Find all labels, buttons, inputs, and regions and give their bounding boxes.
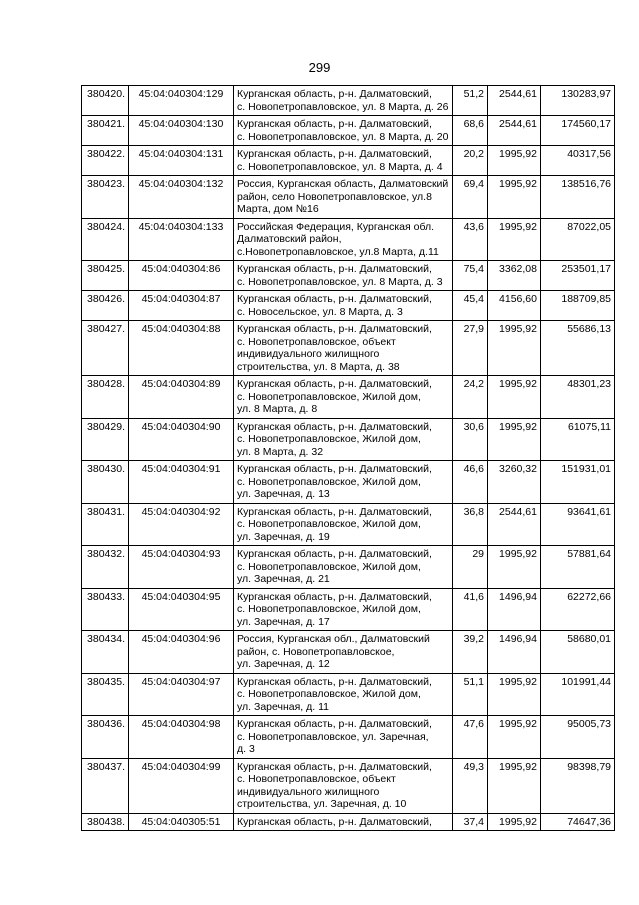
row-number-cell: 380435. — [82, 673, 129, 716]
object-address-cell: Россия, Курганская обл., Далматовский район, с. Новопетропавловское, ул. Заречная, д. 12 — [234, 631, 453, 674]
cadastral-value-cell: 74647,36 — [541, 813, 615, 831]
row-number-cell: 380437. — [82, 758, 129, 813]
specific-cadastral-value-cell: 4156,60 — [488, 291, 541, 321]
area-value-cell: 69,4 — [453, 176, 488, 219]
table-row — [82, 418, 615, 461]
table-row — [82, 588, 615, 631]
object-address-cell: Курганская область, р-н. Далматовский, с. Новопетропавловское, Жилой дом, ул. 8 Марта, д. 32 — [234, 418, 453, 461]
table-row — [82, 146, 615, 176]
table-row — [82, 758, 615, 813]
row-number-cell: 380428. — [82, 376, 129, 419]
cadastral-value-cell: 151931,01 — [541, 461, 615, 504]
row-number-cell: 380426. — [82, 291, 129, 321]
cadastral-number-cell: 45:04:040304:91 — [129, 461, 234, 504]
cadastral-value-cell: 57881,64 — [541, 546, 615, 589]
cadastral-number-cell: 45:04:040304:98 — [129, 716, 234, 759]
specific-cadastral-value-cell: 1995,92 — [488, 218, 541, 261]
table-row — [82, 86, 615, 116]
table-row — [82, 261, 615, 291]
cadastral-value-cell: 87022,05 — [541, 218, 615, 261]
specific-cadastral-value-cell: 2544,61 — [488, 503, 541, 546]
cadastral-number-cell: 45:04:040304:96 — [129, 631, 234, 674]
cadastral-value-cell: 130283,97 — [541, 86, 615, 116]
specific-cadastral-value-cell: 3260,32 — [488, 461, 541, 504]
cadastral-number-cell: 45:04:040304:89 — [129, 376, 234, 419]
area-value-cell: 37,4 — [453, 813, 488, 831]
row-number-cell: 380420. — [82, 86, 129, 116]
cadastral-number-cell: 45:04:040304:86 — [129, 261, 234, 291]
row-number-cell: 380423. — [82, 176, 129, 219]
area-value-cell: 75,4 — [453, 261, 488, 291]
area-value-cell: 47,6 — [453, 716, 488, 759]
specific-cadastral-value-cell: 2544,61 — [488, 116, 541, 146]
area-value-cell: 51,1 — [453, 673, 488, 716]
cadastral-number-cell: 45:04:040304:132 — [129, 176, 234, 219]
table-row — [82, 673, 615, 716]
specific-cadastral-value-cell: 1995,92 — [488, 716, 541, 759]
specific-cadastral-value-cell: 1995,92 — [488, 546, 541, 589]
cadastral-number-cell: 45:04:040304:88 — [129, 321, 234, 376]
specific-cadastral-value-cell: 1496,94 — [488, 588, 541, 631]
object-address-cell: Курганская область, р-н. Далматовский, с. Новопетропавловское, Жилой дом, ул. 8 Марта, д. 8 — [234, 376, 453, 419]
object-address-cell: Курганская область, р-н. Далматовский, с. Новопетропавловское, Жилой дом, ул. Заречная, д. 13 — [234, 461, 453, 504]
cadastral-value-cell: 93641,61 — [541, 503, 615, 546]
row-number-cell: 380422. — [82, 146, 129, 176]
specific-cadastral-value-cell: 3362,08 — [488, 261, 541, 291]
cadastral-value-cell: 138516,76 — [541, 176, 615, 219]
cadastral-value-cell: 62272,66 — [541, 588, 615, 631]
specific-cadastral-value-cell: 1995,92 — [488, 321, 541, 376]
specific-cadastral-value-cell: 2544,61 — [488, 86, 541, 116]
cadastral-number-cell: 45:04:040304:95 — [129, 588, 234, 631]
specific-cadastral-value-cell: 1995,92 — [488, 146, 541, 176]
table-row — [82, 218, 615, 261]
row-number-cell: 380429. — [82, 418, 129, 461]
area-value-cell: 39,2 — [453, 631, 488, 674]
area-value-cell: 51,2 — [453, 86, 488, 116]
object-address-cell: Курганская область, р-н. Далматовский, — [234, 813, 453, 831]
object-address-cell: Курганская область, р-н. Далматовский, с. Новопетропавловское, объект индивидуального жилищного строительства, ул. Заречная, д. 10 — [234, 758, 453, 813]
cadastral-number-cell: 45:04:040305:51 — [129, 813, 234, 831]
object-address-cell: Российская Федерация, Курганская обл. Далматовский район, с.Новопетропавловское, ул.8 Марта, д.11 — [234, 218, 453, 261]
cadastral-value-cell: 48301,23 — [541, 376, 615, 419]
object-address-cell: Курганская область, р-н. Далматовский, с. Новопетропавловское, Жилой дом, ул. Заречная, д. 19 — [234, 503, 453, 546]
area-value-cell: 29 — [453, 546, 488, 589]
area-value-cell: 30,6 — [453, 418, 488, 461]
object-address-cell: Курганская область, р-н. Далматовский, с. Новопетропавловское, ул. 8 Марта, д. 3 — [234, 261, 453, 291]
cadastral-number-cell: 45:04:040304:92 — [129, 503, 234, 546]
area-value-cell: 24,2 — [453, 376, 488, 419]
object-address-cell: Курганская область, р-н. Далматовский, с. Новопетропавловское, объект индивидуального жилищного строительства, ул. 8 Марта, д. 38 — [234, 321, 453, 376]
cadastral-number-cell: 45:04:040304:99 — [129, 758, 234, 813]
object-address-cell: Курганская область, р-н. Далматовский, с. Новопетропавловское, ул. Заречная, д. 3 — [234, 716, 453, 759]
page-number: 299 — [308, 60, 331, 75]
area-value-cell: 27,9 — [453, 321, 488, 376]
specific-cadastral-value-cell: 1995,92 — [488, 813, 541, 831]
object-address-cell: Курганская область, р-н. Далматовский, с. Новопетропавловское, Жилой дом, ул. Заречная, д. 17 — [234, 588, 453, 631]
cadastral-number-cell: 45:04:040304:131 — [129, 146, 234, 176]
object-address-cell: Курганская область, р-н. Далматовский, с. Новопетропавловское, Жилой дом, ул. Заречная, д. 11 — [234, 673, 453, 716]
row-number-cell: 380421. — [82, 116, 129, 146]
table-row — [82, 503, 615, 546]
table-row — [82, 546, 615, 589]
row-number-cell: 380425. — [82, 261, 129, 291]
row-number-cell: 380430. — [82, 461, 129, 504]
object-address-cell: Курганская область, р-н. Далматовский, с. Новопетропавловское, ул. 8 Марта, д. 20 — [234, 116, 453, 146]
cadastral-number-cell: 45:04:040304:93 — [129, 546, 234, 589]
cadastral-number-cell: 45:04:040304:129 — [129, 86, 234, 116]
cadastral-number-cell: 45:04:040304:130 — [129, 116, 234, 146]
row-number-cell: 380431. — [82, 503, 129, 546]
object-address-cell: Россия, Курганская область, Далматовский район, село Новопетропавловское, ул.8 Марта, дом №16 — [234, 176, 453, 219]
area-value-cell: 46,6 — [453, 461, 488, 504]
table-row — [82, 116, 615, 146]
row-number-cell: 380432. — [82, 546, 129, 589]
cadastral-value-cell: 98398,79 — [541, 758, 615, 813]
area-value-cell: 43,6 — [453, 218, 488, 261]
cadastral-value-cell: 95005,73 — [541, 716, 615, 759]
cadastral-value-cell: 188709,85 — [541, 291, 615, 321]
specific-cadastral-value-cell: 1995,92 — [488, 758, 541, 813]
cadastral-value-cell: 58680,01 — [541, 631, 615, 674]
object-address-cell: Курганская область, р-н. Далматовский, с. Новосельское, ул. 8 Марта, д. 3 — [234, 291, 453, 321]
specific-cadastral-value-cell: 1995,92 — [488, 418, 541, 461]
cadastral-value-cell: 55686,13 — [541, 321, 615, 376]
object-address-cell: Курганская область, р-н. Далматовский, с. Новопетропавловское, Жилой дом, ул. Заречная, д. 21 — [234, 546, 453, 589]
area-value-cell: 68,6 — [453, 116, 488, 146]
cadastral-value-cell: 61075,11 — [541, 418, 615, 461]
table-row — [82, 631, 615, 674]
area-value-cell: 45,4 — [453, 291, 488, 321]
cadastral-number-cell: 45:04:040304:87 — [129, 291, 234, 321]
cadastral-number-cell: 45:04:040304:97 — [129, 673, 234, 716]
table-row — [82, 716, 615, 759]
row-number-cell: 380434. — [82, 631, 129, 674]
cadastral-value-cell: 101991,44 — [541, 673, 615, 716]
table-row — [82, 176, 615, 219]
area-value-cell: 41,6 — [453, 588, 488, 631]
row-number-cell: 380436. — [82, 716, 129, 759]
cadastral-number-cell: 45:04:040304:90 — [129, 418, 234, 461]
row-number-cell: 380438. — [82, 813, 129, 831]
cadastral-value-cell: 174560,17 — [541, 116, 615, 146]
specific-cadastral-value-cell: 1995,92 — [488, 673, 541, 716]
table-row — [82, 461, 615, 504]
row-number-cell: 380427. — [82, 321, 129, 376]
area-value-cell: 20,2 — [453, 146, 488, 176]
specific-cadastral-value-cell: 1995,92 — [488, 376, 541, 419]
row-number-cell: 380424. — [82, 218, 129, 261]
table-row — [82, 291, 615, 321]
area-value-cell: 36,8 — [453, 503, 488, 546]
cadastral-value-cell: 40317,56 — [541, 146, 615, 176]
table-row — [82, 813, 615, 831]
specific-cadastral-value-cell: 1995,92 — [488, 176, 541, 219]
row-number-cell: 380433. — [82, 588, 129, 631]
table-body — [82, 86, 615, 831]
cadastral-number-cell: 45:04:040304:133 — [129, 218, 234, 261]
object-address-cell: Курганская область, р-н. Далматовский, с. Новопетропавловское, ул. 8 Марта, д. 26 — [234, 86, 453, 116]
table-row — [82, 376, 615, 419]
area-value-cell: 49,3 — [453, 758, 488, 813]
specific-cadastral-value-cell: 1496,94 — [488, 631, 541, 674]
cadastral-value-table — [81, 85, 615, 831]
table-row — [82, 321, 615, 376]
cadastral-value-cell: 253501,17 — [541, 261, 615, 291]
object-address-cell: Курганская область, р-н. Далматовский, с. Новопетропавловское, ул. 8 Марта, д. 4 — [234, 146, 453, 176]
